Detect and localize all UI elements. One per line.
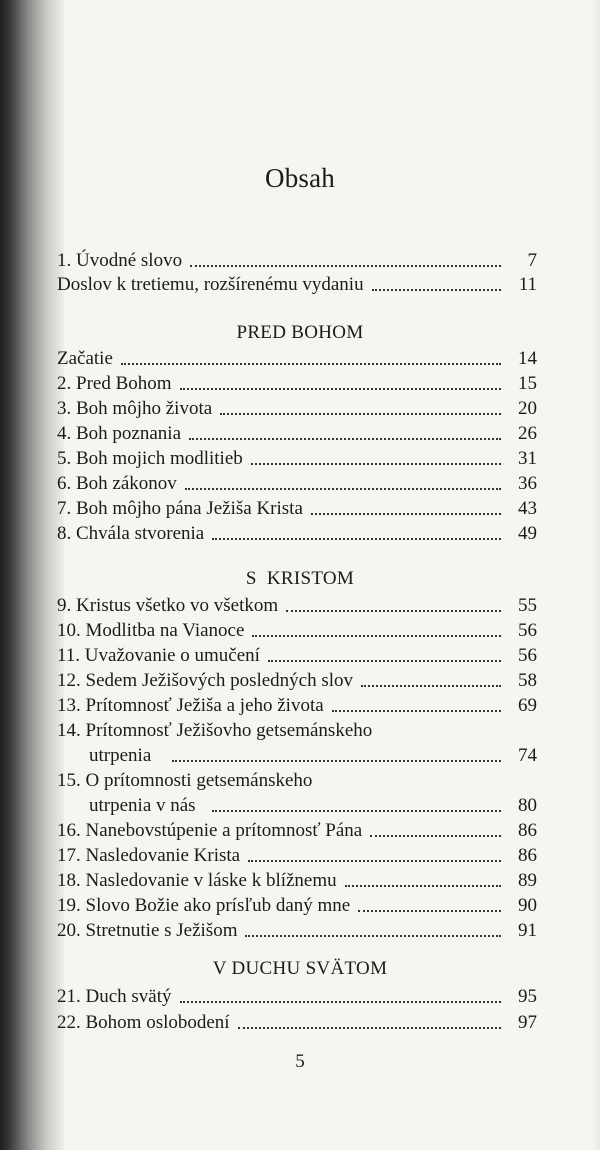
dot-leader <box>332 710 501 712</box>
toc-entry-page: 80 <box>518 795 537 816</box>
toc-entry <box>57 496 537 521</box>
toc-entry-title: 20. Stretnutie s Ježišom <box>57 920 238 941</box>
toc-entry <box>57 593 537 618</box>
toc-entry <box>57 693 537 718</box>
dot-leader <box>251 463 501 465</box>
dot-leader <box>220 413 501 415</box>
dot-leader <box>212 538 501 540</box>
dot-leader <box>286 610 501 612</box>
toc-entry-page: 69 <box>518 695 537 716</box>
dot-leader <box>172 760 501 762</box>
toc-entry-page: 97 <box>518 1012 537 1033</box>
toc-entry <box>57 818 537 843</box>
toc-entry-page: 43 <box>518 498 537 519</box>
dot-leader <box>121 363 501 365</box>
toc-entry-title: 13. Prítomnosť Ježiša a jeho života <box>57 695 324 716</box>
toc-entry-title: 12. Sedem Ježišových posledných slov <box>57 670 354 691</box>
toc-entry-title: 15. O prítomnosti getsemánskeho <box>57 770 313 791</box>
toc-entry-leader-row <box>57 793 537 818</box>
dot-leader <box>185 488 501 490</box>
dot-leader <box>245 935 501 937</box>
dot-leader <box>180 388 501 390</box>
toc-entry-title: 19. Slovo Božie ako prísľub daný mne <box>57 895 351 916</box>
toc-entry <box>57 521 537 546</box>
section-heading: PRED BOHOM <box>236 322 364 343</box>
toc-entry <box>57 1010 537 1035</box>
dot-leader <box>370 835 501 837</box>
toc-entry <box>57 346 537 371</box>
toc-entry-title: 22. Bohom oslobodení <box>57 1012 230 1033</box>
toc-entry <box>57 396 537 421</box>
toc-entry-page: 14 <box>518 348 537 369</box>
toc-entry <box>57 446 537 471</box>
toc-entry <box>57 371 537 396</box>
toc-entry-title: 3. Boh môjho života <box>57 398 213 419</box>
toc-entry-title: 16. Nanebovstúpenie a prítomnosť Pána <box>57 820 363 841</box>
toc-entry-page: 90 <box>518 895 537 916</box>
dot-leader <box>372 289 501 291</box>
dot-leader <box>252 635 501 637</box>
page-title: Obsah <box>265 163 335 193</box>
toc-entry-title: 5. Boh mojich modlitieb <box>57 448 243 469</box>
toc-entry <box>57 421 537 446</box>
dot-leader <box>361 685 501 687</box>
toc-entry-page: 49 <box>518 523 537 544</box>
toc-entry-page: 86 <box>518 820 537 841</box>
toc-entry-page: 11 <box>518 274 537 295</box>
toc-entry-title: 14. Prítomnosť Ježišovho getsemánskeho <box>57 720 373 741</box>
toc-entry-page: 26 <box>518 423 537 444</box>
toc-entry-page: 31 <box>518 448 537 469</box>
toc-entry-page: 91 <box>518 920 537 941</box>
dot-leader <box>268 660 501 662</box>
toc-entry <box>57 643 537 668</box>
toc-entry-leader-row <box>57 743 537 768</box>
toc-entry-page: 15 <box>518 373 537 394</box>
toc-entry-page: 74 <box>518 745 537 766</box>
toc-entry <box>57 893 537 918</box>
dot-leader <box>238 1027 501 1029</box>
toc-entry-title: Začatie <box>57 348 113 369</box>
toc-entry <box>57 668 537 693</box>
toc-entry <box>57 471 537 496</box>
toc-entry-page: 56 <box>518 645 537 666</box>
dot-leader <box>190 265 501 267</box>
toc-entry-page: 7 <box>527 250 537 271</box>
toc-entry-title: Doslov k tretiemu, rozšírenému vydaniu <box>57 274 364 295</box>
toc-entry-page: 20 <box>518 398 537 419</box>
toc-entry <box>57 272 537 297</box>
toc-entry-title: 2. Pred Bohom <box>57 373 172 394</box>
toc-entry-page: 36 <box>518 473 537 494</box>
section-heading: S KRISTOM <box>245 568 355 589</box>
toc-entry-title: 6. Boh zákonov <box>57 473 177 494</box>
dot-leader <box>311 513 501 515</box>
toc-entry-page: 89 <box>518 870 537 891</box>
section-heading: V DUCHU SVÄTOM <box>212 958 388 979</box>
toc-entry <box>57 843 537 868</box>
toc-entry-title: 4. Boh poznania <box>57 423 182 444</box>
toc-entry <box>57 918 537 943</box>
dot-leader <box>180 1001 501 1003</box>
toc-entry-title: 9. Kristus všetko vo všetkom <box>57 595 279 616</box>
toc-entry-page: 95 <box>518 986 537 1007</box>
toc-entry-page: 86 <box>518 845 537 866</box>
toc-entry-page: 58 <box>518 670 537 691</box>
toc-entry-page: 56 <box>518 620 537 641</box>
toc-entry <box>57 984 537 1009</box>
toc-entry-title: 1. Úvodné slovo <box>57 250 183 271</box>
dot-leader <box>345 885 501 887</box>
toc-entry-page: 55 <box>518 595 537 616</box>
toc-entry-title: 17. Nasledovanie Krista <box>57 845 241 866</box>
toc-entry-continuation: utrpenia <box>89 745 152 766</box>
toc-entry-title: 7. Boh môjho pána Ježiša Krista <box>57 498 303 519</box>
toc-entry-title: 21. Duch svätý <box>57 986 172 1007</box>
toc-entry-title: 10. Modlitba na Vianoce <box>57 620 245 641</box>
dot-leader <box>248 860 501 862</box>
dot-leader <box>212 810 501 812</box>
toc-entry-continuation: utrpenia v nás <box>89 795 196 816</box>
toc-entry-title: 8. Chvála stvorenia <box>57 523 205 544</box>
page-number: 5 <box>295 1051 305 1072</box>
toc-entry <box>57 618 537 643</box>
toc-entry-title: 11. Uvažovanie o umučení <box>57 645 260 666</box>
dot-leader <box>189 438 501 440</box>
dot-leader <box>358 910 501 912</box>
toc-entry-title: 18. Nasledovanie v láske k blížnemu <box>57 870 337 891</box>
toc-entry-multiline <box>57 768 537 793</box>
toc-entry <box>57 248 537 273</box>
toc-entry <box>57 868 537 893</box>
